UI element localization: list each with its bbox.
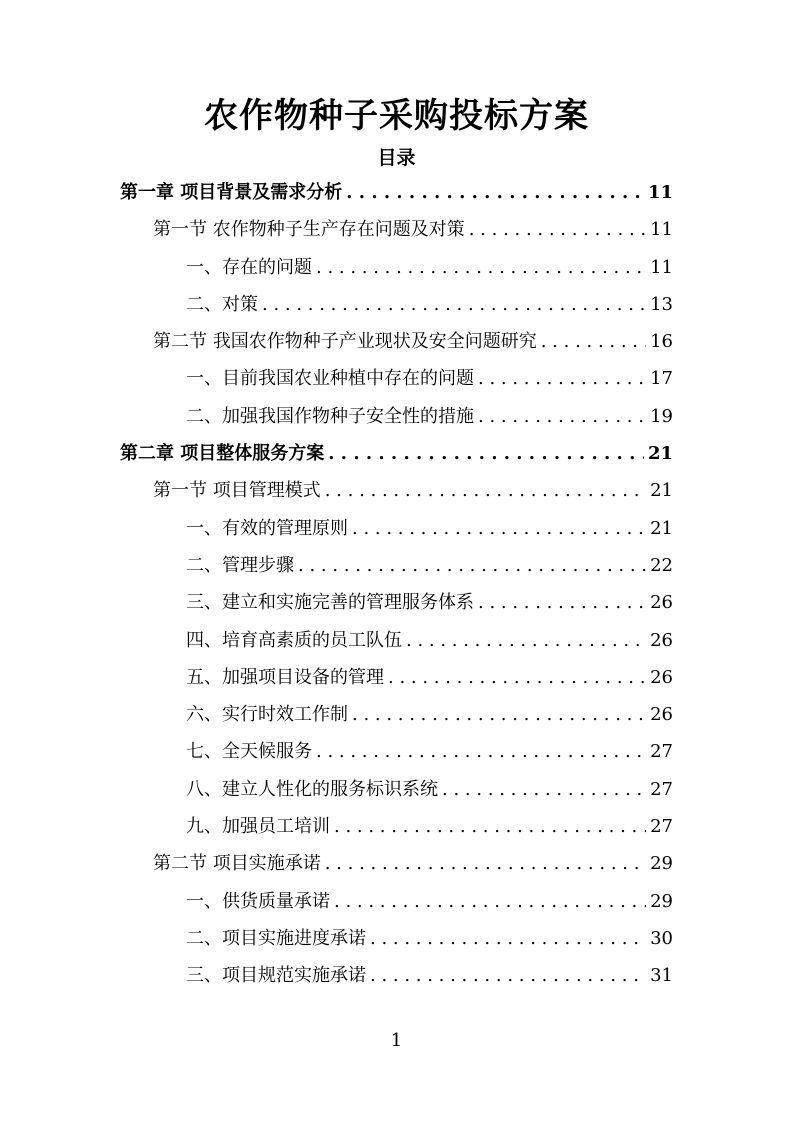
document-title: 农作物种子采购投标方案 — [204, 96, 589, 136]
toc-entry-label: 三、建立和实施完善的管理服务体系 — [186, 592, 474, 614]
toc-entry-label: 三、项目规范实施承诺 — [186, 965, 366, 987]
toc-dot-leader — [541, 323, 646, 360]
toc-entry-page: 26 — [650, 592, 673, 614]
toc-entry-page: 27 — [650, 778, 673, 800]
toc-dot-leader — [388, 659, 646, 696]
toc-dot-leader — [262, 286, 646, 323]
toc-section-entry[interactable] — [120, 323, 673, 360]
toc-section-entry[interactable] — [120, 845, 673, 882]
toc-dot-leader — [370, 920, 646, 957]
toc-entry-label: 二、项目实施进度承诺 — [186, 927, 366, 949]
toc-subsection-entry[interactable] — [120, 659, 673, 696]
toc-entry-page: 21 — [650, 480, 673, 502]
toc-entry-label: 八、建立人性化的服务标识系统 — [186, 778, 438, 800]
toc-entry-label: 一、目前我国农业种植中存在的问题 — [186, 368, 474, 390]
toc-entry-label: 第一节 农作物种子生产存在问题及对策 — [153, 219, 465, 241]
toc-dot-leader — [325, 472, 646, 509]
toc-dot-leader — [328, 435, 644, 472]
toc-dot-leader — [316, 249, 646, 286]
toc-dot-leader — [469, 211, 646, 248]
toc-dot-leader — [334, 883, 646, 920]
toc-entry-page: 11 — [650, 219, 673, 241]
toc-subsection-entry[interactable] — [120, 883, 673, 920]
toc-entry-page: 29 — [650, 890, 673, 912]
toc-entry-page: 26 — [650, 704, 673, 726]
toc-entry-label: 四、培育高素质的员工队伍 — [186, 629, 402, 651]
toc-entry-page: 27 — [650, 741, 673, 763]
toc-subsection-entry[interactable] — [120, 547, 673, 584]
toc-subsection-entry[interactable] — [120, 286, 673, 323]
toc-subsection-entry[interactable] — [120, 733, 673, 770]
toc-entry-label: 第二章 项目整体服务方案 — [120, 443, 325, 465]
toc-entry-label: 一、有效的管理原则 — [186, 517, 348, 539]
toc-entry-label: 一、存在的问题 — [186, 256, 312, 278]
toc-subsection-entry[interactable] — [120, 398, 673, 435]
table-of-contents — [120, 174, 673, 995]
toc-chapter-entry[interactable] — [120, 174, 673, 211]
toc-entry-label: 二、加强我国作物种子安全性的措施 — [186, 405, 474, 427]
toc-section-entry[interactable] — [120, 211, 673, 248]
toc-dot-leader — [406, 622, 646, 659]
toc-entry-label: 二、管理步骤 — [186, 554, 294, 576]
toc-subsection-entry[interactable] — [120, 360, 673, 397]
toc-entry-label: 一、供货质量承诺 — [186, 890, 330, 912]
toc-entry-label: 第二节 我国农作物种子产业现状及安全问题研究 — [153, 331, 537, 353]
toc-dot-leader — [298, 547, 646, 584]
toc-subsection-entry[interactable] — [120, 771, 673, 808]
toc-entry-label: 七、全天候服务 — [186, 741, 312, 763]
toc-entry-page: 16 — [650, 331, 673, 353]
toc-dot-leader — [334, 808, 646, 845]
toc-dot-leader — [325, 845, 646, 882]
toc-dot-leader — [352, 510, 646, 547]
toc-entry-page: 19 — [650, 405, 673, 427]
toc-subsection-entry[interactable] — [120, 622, 673, 659]
toc-subsection-entry[interactable] — [120, 808, 673, 845]
toc-dot-leader — [316, 733, 646, 770]
toc-subsection-entry[interactable] — [120, 584, 673, 621]
toc-entry-page: 17 — [650, 368, 673, 390]
toc-dot-leader — [478, 398, 646, 435]
toc-subsection-entry[interactable] — [120, 957, 673, 994]
toc-entry-label: 第一节 项目管理模式 — [153, 480, 321, 502]
toc-entry-label: 二、对策 — [186, 293, 258, 315]
toc-entry-page: 27 — [650, 816, 673, 838]
toc-entry-page: 29 — [650, 853, 673, 875]
toc-entry-page: 30 — [650, 927, 673, 949]
toc-heading: 目录 — [377, 147, 416, 169]
toc-subsection-entry[interactable] — [120, 510, 673, 547]
toc-entry-page: 21 — [650, 517, 673, 539]
toc-chapter-entry[interactable] — [120, 435, 673, 472]
toc-entry-page: 22 — [650, 554, 673, 576]
toc-dot-leader — [478, 360, 646, 397]
toc-dot-leader — [370, 957, 646, 994]
toc-dot-leader — [346, 174, 644, 211]
toc-entry-page: 21 — [647, 443, 673, 465]
toc-entry-page: 31 — [650, 965, 673, 987]
toc-entry-page: 11 — [650, 256, 673, 278]
toc-entry-page: 11 — [647, 182, 673, 203]
toc-entry-page: 26 — [650, 629, 673, 651]
toc-entry-label: 五、加强项目设备的管理 — [186, 666, 384, 688]
toc-entry-label: 六、实行时效工作制 — [186, 704, 348, 726]
toc-dot-leader — [478, 584, 646, 621]
toc-dot-leader — [442, 771, 646, 808]
toc-entry-page: 26 — [650, 666, 673, 688]
toc-entry-label: 第二节 项目实施承诺 — [153, 853, 321, 875]
toc-section-entry[interactable] — [120, 472, 673, 509]
toc-subsection-entry[interactable] — [120, 920, 673, 957]
toc-entry-page: 13 — [650, 293, 673, 315]
toc-entry-label: 第一章 项目背景及需求分析 — [120, 182, 343, 203]
toc-dot-leader — [352, 696, 646, 733]
toc-subsection-entry[interactable] — [120, 249, 673, 286]
toc-subsection-entry[interactable] — [120, 696, 673, 733]
page-number: 1 — [390, 1030, 403, 1051]
toc-entry-label: 九、加强员工培训 — [186, 816, 330, 838]
